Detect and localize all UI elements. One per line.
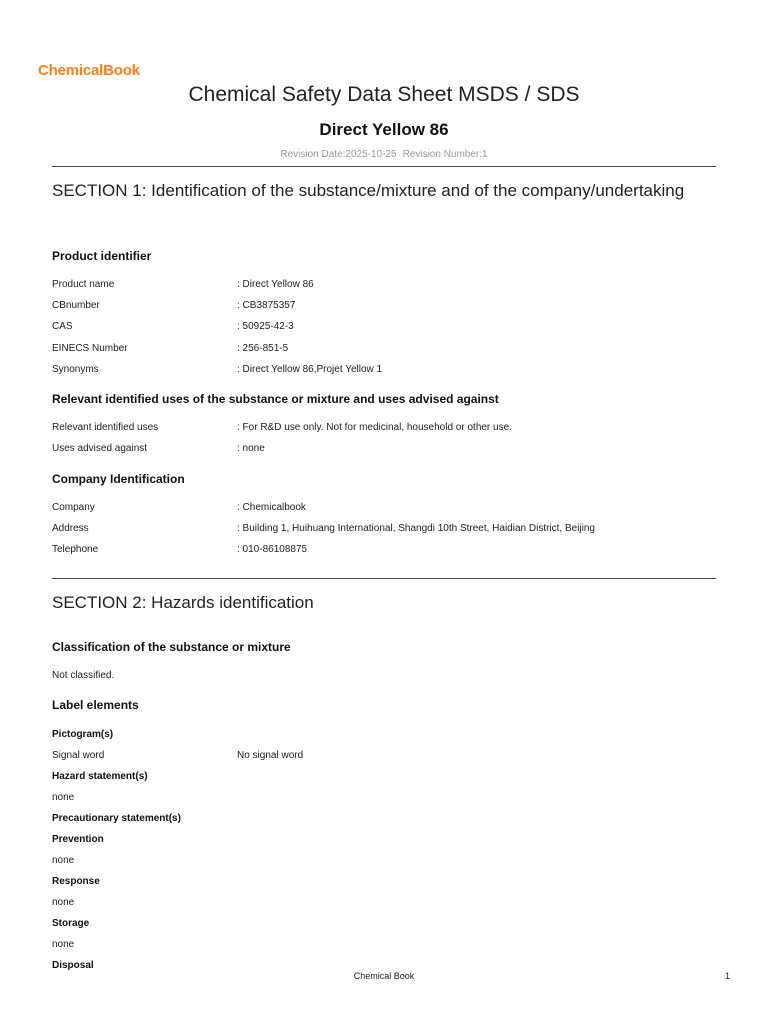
row-value: : Direct Yellow 86	[237, 279, 314, 290]
response-label: Response	[52, 876, 100, 887]
row-value: : 010-86108875	[237, 544, 308, 555]
pictograms-label: Pictogram(s)	[52, 729, 114, 740]
page-number: 1	[725, 971, 731, 981]
row-label: Relevant identified uses	[52, 422, 159, 433]
signal-word-value: No signal word	[237, 750, 304, 761]
header-divider	[52, 166, 716, 167]
precautionary-statements-label: Precautionary statement(s)	[52, 813, 181, 824]
uses-heading: Relevant identified uses of the substance or mixture and uses advised against	[52, 392, 499, 406]
revision-info	[0, 149, 768, 160]
product-title: Direct Yellow 86	[319, 120, 449, 139]
chemicalbook-logo[interactable]: ChemicalBook	[38, 62, 140, 79]
row-label: CAS	[52, 321, 73, 332]
revision-date: Revision Date:2025-10-25	[280, 149, 397, 160]
prevention-value: none	[52, 855, 75, 866]
row-label: EINECS Number	[52, 343, 128, 354]
row-value: : Direct Yellow 86,Projet Yellow 1	[237, 364, 383, 375]
row-value: : none	[237, 443, 265, 454]
section1-title: SECTION 1: Identification of the substance/mixture and of the company/undertaking	[52, 181, 685, 200]
row-value: : For R&D use only. Not for medicinal, household or other use.	[237, 422, 512, 433]
row-label: CBnumber	[52, 300, 100, 311]
row-label: Company	[52, 502, 95, 513]
row-value: : Chemicalbook	[237, 502, 306, 513]
row-label: Product name	[52, 279, 115, 290]
row-label: Synonyms	[52, 364, 99, 375]
company-identification-heading: Company Identification	[52, 472, 185, 486]
storage-label: Storage	[52, 918, 90, 929]
product-identifier-heading: Product identifier	[52, 249, 152, 263]
storage-value: none	[52, 939, 75, 950]
footer-text: Chemical Book	[353, 971, 415, 981]
hazard-statements-label: Hazard statement(s)	[52, 771, 148, 782]
classification-heading: Classification of the substance or mixture	[52, 640, 291, 654]
row-label: Address	[52, 523, 89, 534]
signal-word-label: Signal word	[52, 750, 105, 761]
row-value: : 50925-42-3	[237, 321, 294, 332]
section-divider	[52, 578, 716, 579]
row-label: Telephone	[52, 544, 99, 555]
hazard-statements-value: none	[52, 792, 75, 803]
prevention-label: Prevention	[52, 834, 104, 845]
row-value: : 256-851-5	[237, 343, 289, 354]
row-value: : CB3875357	[237, 300, 296, 311]
row-label: Uses advised against	[52, 443, 148, 454]
row-value: : Building 1, Huihuang International, Shangdi 10th Street, Haidian District, Beijing	[237, 523, 595, 534]
section2-title: SECTION 2: Hazards identification	[52, 593, 314, 612]
disposal-label: Disposal	[52, 960, 94, 971]
label-elements-heading: Label elements	[52, 698, 139, 712]
document-title: Chemical Safety Data Sheet MSDS / SDS	[188, 83, 580, 106]
response-value: none	[52, 897, 75, 908]
revision-number: Revision Number:1	[402, 149, 488, 160]
classification-text: Not classified.	[52, 670, 115, 681]
